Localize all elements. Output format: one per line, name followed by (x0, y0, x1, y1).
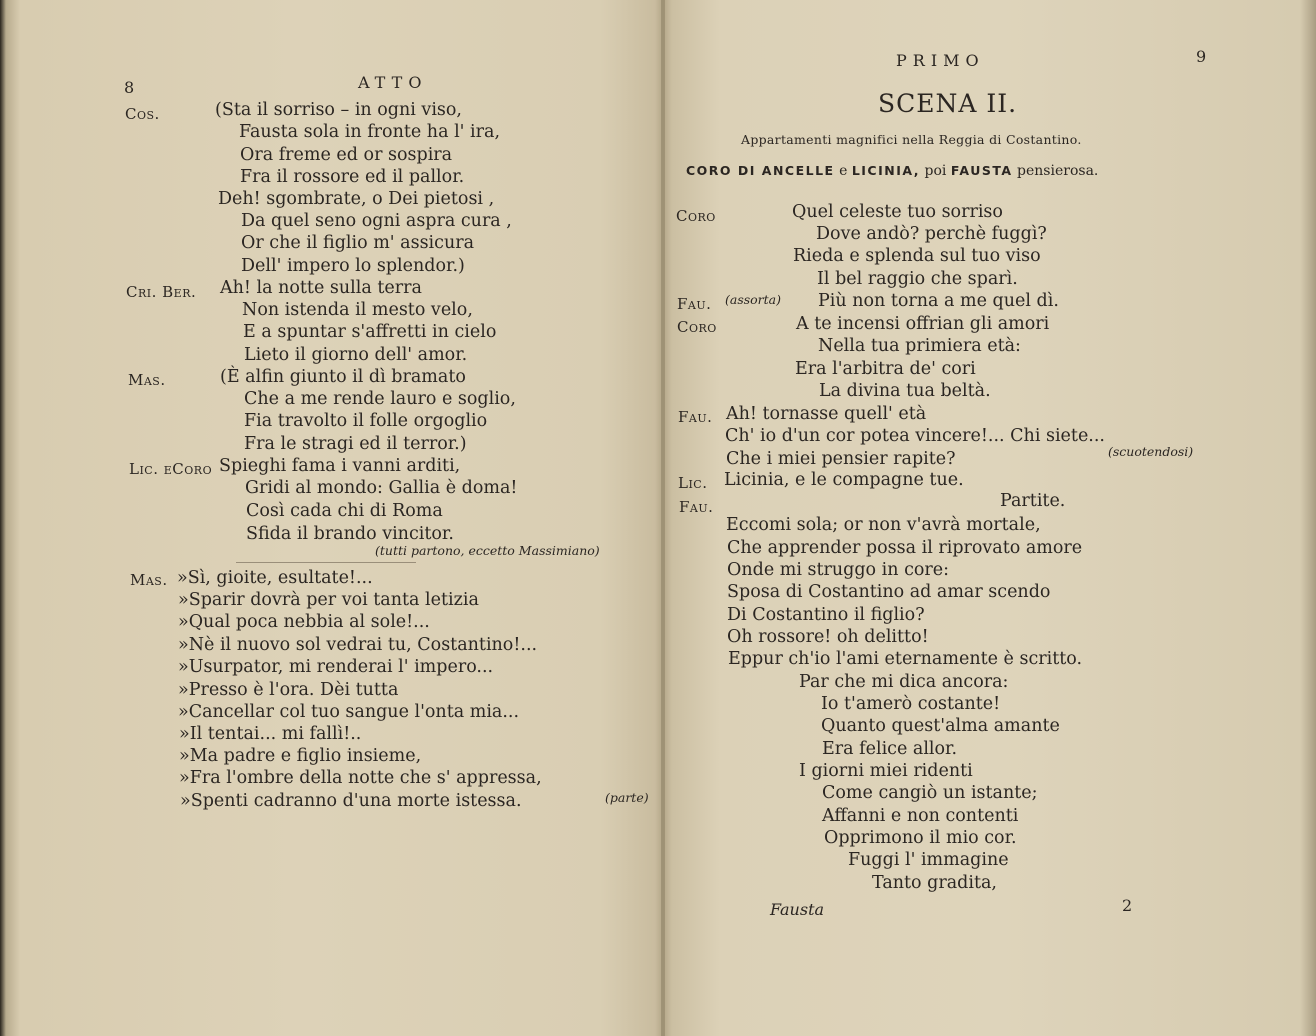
verse-line: Ah! la notte sulla terra (220, 278, 422, 298)
verse-line: Spieghi fama i vanni arditi, (219, 456, 461, 476)
speaker-cos: Cos. (125, 105, 160, 123)
verse-line: »Fra l'ombre della notte che s' appressa, (179, 768, 542, 788)
verse-line: Onde mi struggo in core: (727, 560, 950, 580)
verse-line: A te incensi offrian gli amori (796, 314, 1050, 334)
speaker-lic: Lic. (678, 474, 708, 492)
verse-line: Eppur ch'io l'ami eternamente è scritto. (728, 649, 1083, 669)
verse-line: Dove andò? perchè fuggì? (816, 224, 1047, 244)
verse-line: Ora freme ed or sospira (240, 145, 453, 165)
right-page (664, 0, 1316, 1036)
verse-line: »Sì, gioite, esultate!... (177, 568, 373, 588)
cast-e: e (839, 163, 848, 179)
verse-line: »Usurpator, mi renderai l' impero... (178, 657, 494, 677)
cast-list (686, 163, 1098, 179)
verse-line: Fia travolto il folle orgoglio (244, 411, 488, 431)
verse-line: I giorni miei ridenti (799, 761, 973, 781)
verse-line: Quel celeste tuo sorriso (792, 202, 1003, 222)
page-number-right: 9 (1196, 47, 1207, 66)
verse-line: »Qual poca nebbia al sole!... (178, 612, 430, 632)
running-head-left: ATTO (358, 73, 428, 92)
verse-line: Licinia, e le compagne tue. (724, 470, 964, 490)
verse-line: Lieto il giorno dell' amor. (244, 345, 468, 365)
speaker-cri-ber: Cri. Ber. (126, 283, 197, 301)
verse-line: (Sta il sorriso – in ogni viso, (215, 100, 462, 120)
speaker-fau: Fau. (677, 295, 712, 313)
scene-setting: Appartamenti magnifici nella Reggia di Costantino. (741, 132, 1082, 147)
verse-line: Ch' io d'un cor potea vincere!... Chi siete... (725, 426, 1105, 446)
verse-line: Più non torna a me quel dì. (818, 291, 1059, 311)
verse-line: Or che il figlio m' assicura (241, 233, 475, 253)
verse-line: Opprimono il mio cor. (824, 828, 1017, 848)
divider-rule (236, 562, 416, 563)
signature-mark: 2 (1122, 896, 1133, 915)
verse-line: »Ma padre e figlio insieme, (179, 746, 422, 766)
speaker-mas: Mas. (128, 371, 166, 389)
verse-line: Deh! sgombrate, o Dei pietosi , (218, 189, 495, 209)
verse-line: Fra il rossore ed il pallor. (240, 167, 465, 187)
verse-line: Affanni e non contenti (822, 806, 1019, 826)
scene-title: SCENA II. (878, 89, 1018, 118)
cast-licinia: LICINIA, (851, 163, 921, 178)
verse-line: Fra le stragi ed il terror.) (244, 434, 467, 454)
verse-line: Tanto gradita, (872, 873, 997, 893)
verse-line: Fausta sola in fronte ha l' ira, (239, 122, 501, 142)
verse-line: Quanto quest'alma amante (821, 716, 1060, 736)
verse-line: »Cancellar col tuo sangue l'onta mia... (178, 702, 520, 722)
verse-line: Oh rossore! oh delitto! (727, 627, 929, 647)
verse-line: Rieda e splenda sul tuo viso (793, 246, 1041, 266)
page-number-left: 8 (124, 78, 135, 97)
speaker-fau-2: Fau. (678, 408, 713, 426)
verse-line: Di Costantino il figlio? (727, 605, 925, 625)
verse-line: Fuggi l' immagine (848, 850, 1009, 870)
verse-line: Il bel raggio che sparì. (817, 269, 1018, 289)
verse-line: E a spuntar s'affretti in cielo (243, 322, 497, 342)
stage-direction-assorta: (assorta) (725, 292, 782, 307)
verse-line: Par che mi dica ancora: (799, 672, 1009, 692)
verse-line: »Presso è l'ora. Dèi tutta (178, 680, 399, 700)
verse-line: La divina tua beltà. (819, 381, 991, 401)
verse-line: Sposa di Costantino ad amar scendo (727, 582, 1051, 602)
stage-direction-exit: (tutti partono, eccetto Massimiano) (375, 543, 600, 558)
verse-line: »Il tentai... mi fallì!.. (179, 724, 362, 744)
verse-line: Partite. (1000, 491, 1066, 511)
verse-line: (È alfin giunto il dì bramato (220, 367, 466, 387)
speaker-fau-3: Fau. (679, 498, 714, 516)
verse-line: »Spenti cadranno d'una morte istessa. (180, 791, 522, 811)
stage-direction-scuotendosi: (scuotendosi) (1108, 444, 1194, 459)
verse-line: Eccomi sola; or non v'avrà mortale, (726, 515, 1041, 535)
verse-line: Che apprender possa il riprovato amore (727, 538, 1083, 558)
verse-line: Dell' impero lo splendor.) (241, 256, 465, 276)
verse-line: Sfida il brando vincitor. (246, 524, 454, 544)
running-head-right: PRIMO (896, 51, 985, 70)
speaker-coro-2: Coro (677, 318, 717, 336)
speaker-lic-coro: Lic. eCoro (129, 460, 213, 478)
verse-line: Gridi al mondo: Gallia è doma! (245, 478, 518, 498)
verse-line: Era felice allor. (822, 739, 958, 759)
verse-line: Che i miei pensier rapite? (726, 449, 956, 469)
verse-line: Così cada chi di Roma (246, 501, 443, 521)
verse-line: »Sparir dovrà per voi tanta letizia (178, 590, 479, 610)
verse-line: Non istenda il mesto velo, (242, 300, 473, 320)
cast-fausta: FAUSTA (950, 163, 1013, 178)
verse-line: Ah! tornasse quell' età (726, 404, 927, 424)
cast-pensierosa: pensierosa. (1017, 163, 1099, 179)
speaker-coro: Coro (676, 207, 716, 225)
cast-coro: CORO DI ANCELLE (686, 163, 835, 178)
verse-line: Io t'amerò costante! (821, 694, 1001, 714)
verse-line: Da quel seno ogni aspra cura , (241, 211, 512, 231)
verse-line: »Nè il nuovo sol vedrai tu, Costantino!... (178, 635, 538, 655)
verse-line: Che a me rende lauro e soglio, (244, 389, 516, 409)
verse-line: Nella tua primiera età: (818, 336, 1021, 356)
stage-direction-parte: (parte) (605, 790, 649, 805)
cast-poi: poi (924, 163, 947, 179)
verse-line: Come cangiò un istante; (822, 783, 1038, 803)
catchword: Fausta (770, 900, 825, 919)
verse-line: Era l'arbitra de' cori (795, 359, 976, 379)
speaker-mas-2: Mas. (130, 571, 168, 589)
